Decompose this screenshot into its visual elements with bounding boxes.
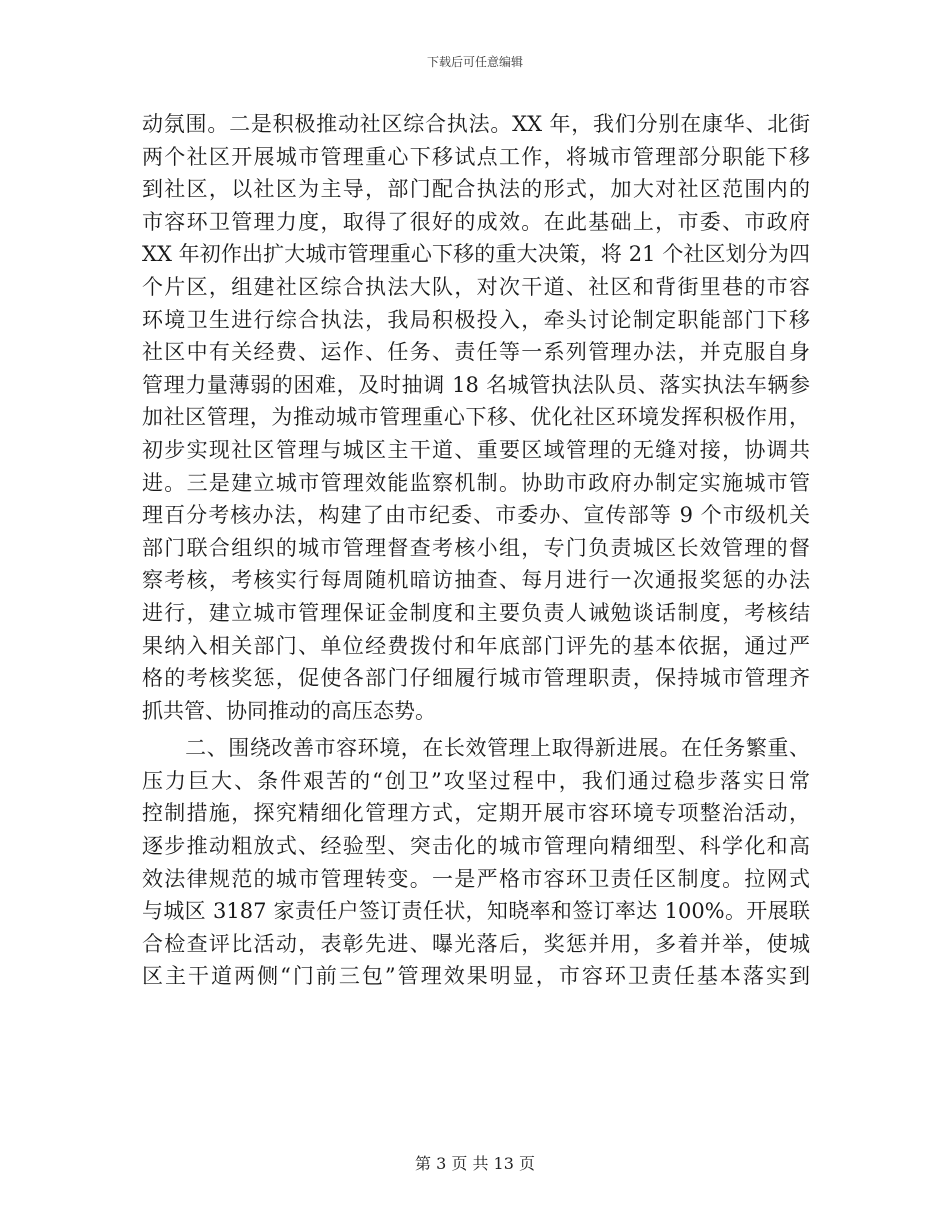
text-line: 到社区，以社区为主导，部门配合执法的形式，加大对社区范围内的 <box>142 177 810 202</box>
text-line: 管理力量薄弱的困难，及时抽调 18 名城管执法队员、落实执法车辆参 <box>142 372 810 397</box>
text-line: 环境卫生进行综合执法，我局积极投入，牵头讨论制定职能部门下移 <box>142 307 810 332</box>
text-line: 区主干道两侧“门前三包”管理效果明显，市容环卫责任基本落实到 <box>142 964 810 989</box>
text-line: 察考核，考核实行每周随机暗访抽查、每月进行一次通报奖惩的办法 <box>142 568 810 593</box>
text-line: 进行，建立城市管理保证金制度和主要负责人诫勉谈话制度，考核结 <box>142 600 810 625</box>
text-line: 市容环卫管理力度，取得了很好的成效。在此基础上，市委、市政府 <box>142 209 810 234</box>
text-line: 压力巨大、条件艰苦的“创卫”攻坚过程中，我们通过稳步落实日常 <box>142 768 810 793</box>
text-line: 加社区管理，为推动城市管理重心下移、优化社区环境发挥积极作用， <box>142 405 810 430</box>
text-line: 逐步推动粗放式、经验型、突击化的城市管理向精细型、科学化和高 <box>142 834 810 859</box>
text-line: 果纳入相关部门、单位经费拨付和年底部门评先的基本依据，通过严 <box>142 633 810 658</box>
body-text <box>142 108 810 993</box>
text-line-paragraph-start: 二、围绕改善市容环境，在长效管理上取得新进展。在任务繁重、 <box>142 736 810 761</box>
text-line: 理百分考核办法，构建了由市纪委、市委办、宣传部等 9 个市级机关 <box>142 503 810 528</box>
text-line: 效法律规范的城市管理转变。一是严格市容环卫责任区制度。拉网式 <box>142 866 810 891</box>
text-line: 进。三是建立城市管理效能监察机制。协助市政府办制定实施城市管 <box>142 470 810 495</box>
text-line: 动氛围。二是积极推动社区综合执法。XX 年，我们分别在康华、北街 <box>142 112 810 136</box>
text-line: 与城区 3187 家责任户签订责任状，知晓率和签订率达 100%。开展联 <box>142 899 810 924</box>
page-number-footer: 第 3 页 共 13 页 <box>415 1154 535 1173</box>
text-line-paragraph-end: 抓共管、协同推动的高压态势。 <box>142 698 436 723</box>
text-line: 初步实现社区管理与城区主干道、重要区域管理的无缝对接，协调共 <box>142 437 810 462</box>
text-line: 两个社区开展城市管理重心下移试点工作，将城市管理部分职能下移 <box>142 144 810 169</box>
text-line: 个片区，组建社区综合执法大队，对次干道、社区和背街里巷的市容 <box>142 274 810 299</box>
text-line: 控制措施，探究精细化管理方式，定期开展市容环境专项整治活动， <box>142 801 810 826</box>
text-line: 合检查评比活动，表彰先进、曝光落后，奖惩并用，多着并举，使城 <box>142 931 810 956</box>
page-header: 下载后可任意编辑 <box>426 55 523 69</box>
text-line: 格的考核奖惩，促使各部门仔细履行城市管理职责，保持城市管理齐 <box>142 666 810 691</box>
text-line: XX 年初作出扩大城市管理重心下移的重大决策，将 21 个社区划分为四 <box>142 242 810 267</box>
text-line: 部门联合组织的城市管理督查考核小组，专门负责城区长效管理的督 <box>142 535 810 560</box>
text-line: 社区中有关经费、运作、任务、责任等一系列管理办法，并克服自身 <box>142 340 810 365</box>
